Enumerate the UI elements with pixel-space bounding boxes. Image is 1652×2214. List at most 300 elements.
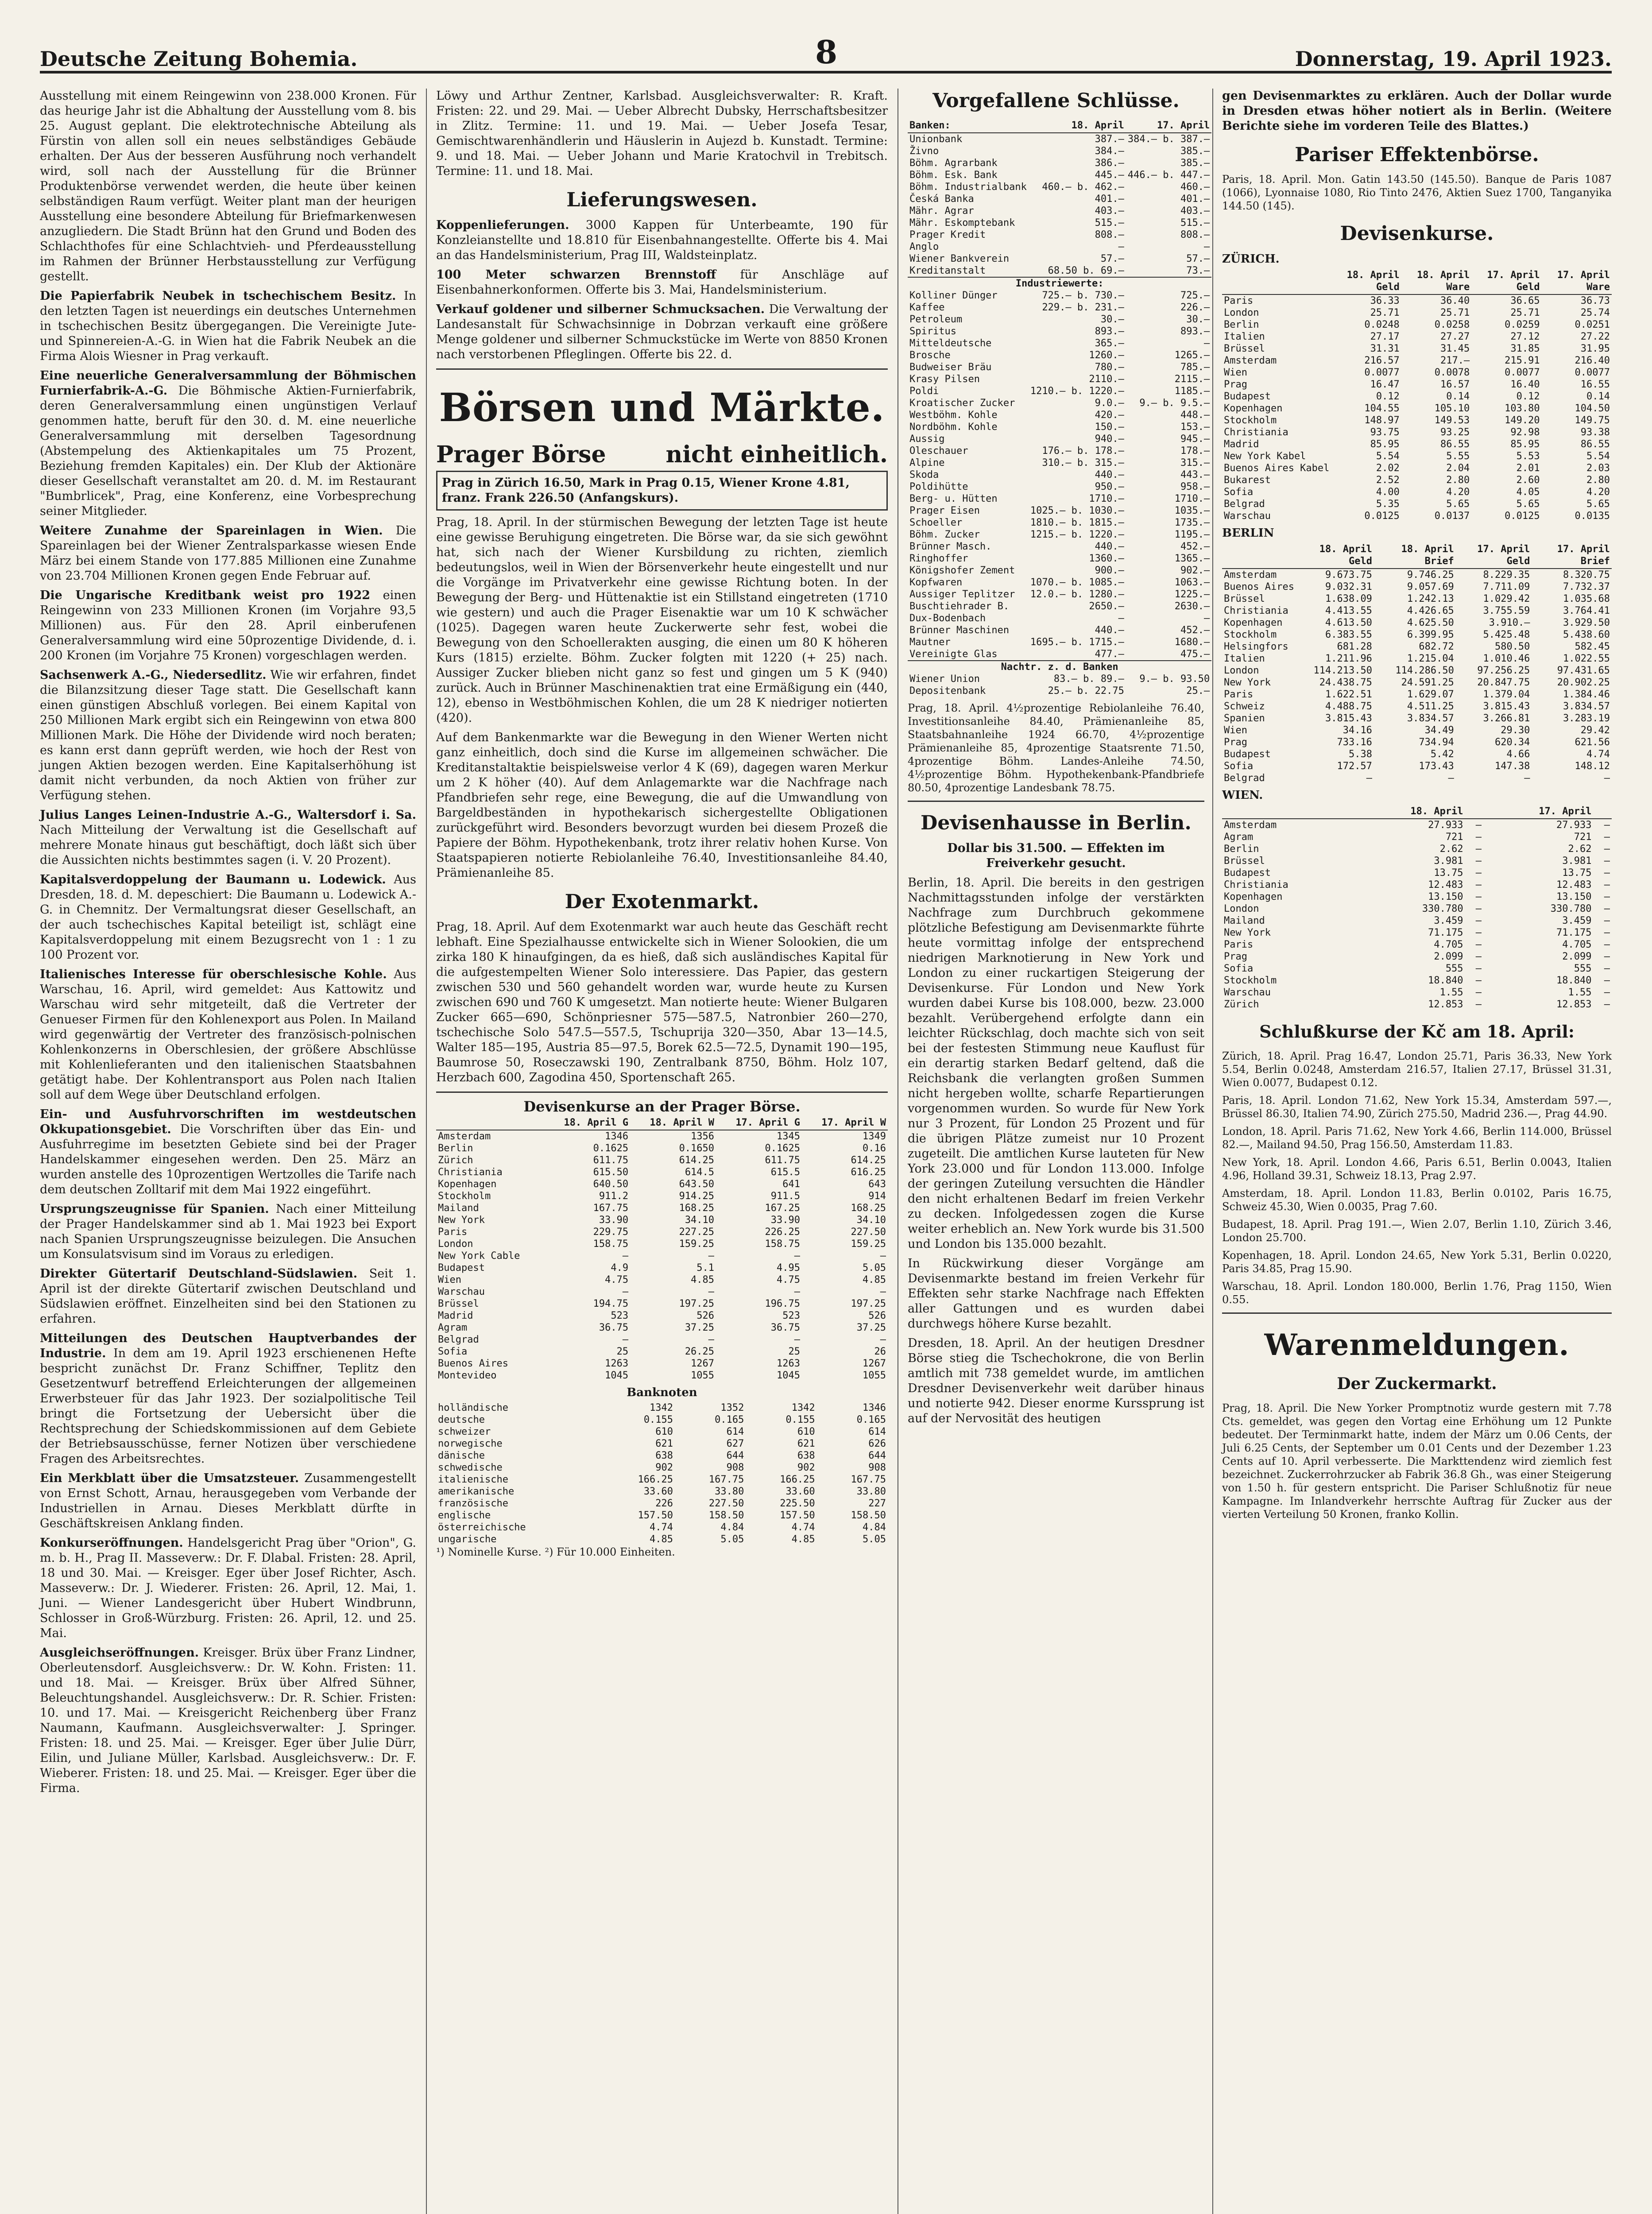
table-cell: Brüssel	[438, 1298, 479, 1309]
schlusskurs-entry: Amsterdam, 18. April. London 11.83, Berlin 0.0102, Paris 16.75, Schweiz 45.30, Wien 0.0035, Prag 7.60.	[1222, 1187, 1612, 1213]
table-cell: 159.25	[679, 1239, 715, 1250]
newspaper-name: Deutsche Zeitung Bohemia.	[40, 47, 358, 71]
table-cell: 1055	[691, 1370, 715, 1381]
table-row	[1222, 319, 1612, 331]
table-cell: 3.459	[1562, 915, 1592, 926]
table-row	[1222, 438, 1612, 450]
table-cell: 1349	[863, 1131, 886, 1142]
column-header: 18. April Brief	[1374, 542, 1456, 569]
column-4	[1222, 89, 1612, 2214]
table-cell: 3.981	[1562, 855, 1592, 867]
table-cell: 365.—	[1095, 338, 1124, 349]
table-cell: 176.— b. 178.—	[1042, 445, 1124, 457]
table-cell: 1.242.13	[1407, 593, 1454, 604]
wien-label: WIEN.	[1222, 789, 1263, 802]
article-lead: Eine neuerliche Generalversammlung der Böhmischen Furnierfabrik-A.-G.	[40, 369, 416, 398]
table-cell: Stockholm	[1224, 629, 1277, 640]
table-row	[908, 361, 1211, 373]
table-cell: 26.25	[685, 1346, 715, 1357]
article-lead: Konkurseröffnungen.	[40, 1536, 183, 1550]
lieferung-item	[436, 218, 888, 263]
table-cell: 5.65	[1586, 499, 1610, 510]
article-paragraph	[40, 523, 416, 584]
table-cell: Böhm. Zucker	[909, 529, 980, 540]
table-cell: 4.74	[650, 1522, 673, 1533]
table-cell: —	[1475, 820, 1482, 831]
table-cell: Berlin	[1224, 319, 1259, 330]
table-row	[908, 445, 1211, 457]
table-cell: Brünner Maschinen	[909, 625, 1010, 636]
table-cell: —	[1604, 773, 1610, 784]
table-cell: —	[1524, 773, 1530, 784]
table-cell: Amsterdam	[1224, 820, 1277, 831]
table-row	[1222, 987, 1612, 999]
table-cell: 12.483	[1556, 879, 1592, 890]
table-cell: 25.71	[1370, 307, 1400, 318]
table-cell: Prag	[1224, 379, 1247, 390]
table-row	[908, 229, 1211, 241]
table-row	[436, 1498, 888, 1510]
table-cell: Zürich	[1224, 999, 1259, 1010]
table-cell: 227	[868, 1498, 886, 1509]
table-cell: —	[708, 1250, 715, 1262]
article-body: Nach einer Mitteilung der Prager Handelskammer sind ab 1. Mai 1923 bei Export nach Spanien Ursprungszeugnisse beizulegen. Die Ansuchen um Konsulatsvisum sind im Voraus zu erledigen.	[40, 1202, 416, 1261]
table-cell: Madrid	[1224, 439, 1259, 450]
table-cell: Stockholm	[1224, 415, 1277, 426]
table-cell: 33.60	[785, 1486, 815, 1497]
table-cell: 5.54	[1376, 451, 1400, 462]
table-cell: 9.746.25	[1407, 569, 1454, 581]
table-cell: 384.—	[1095, 146, 1124, 157]
table-cell: 721	[1445, 832, 1463, 843]
table-cell: 1195.—	[1174, 529, 1210, 540]
table-cell: 215.91	[1505, 355, 1540, 366]
table-cell: —	[880, 1250, 886, 1262]
table-cell: 36.75	[770, 1322, 801, 1333]
table-cell: 4.00	[1376, 487, 1400, 498]
table-cell: —	[1604, 939, 1610, 950]
table-cell: —	[1475, 903, 1482, 914]
devisen-prag-title: Devisenkurse an der Prager Börse.	[523, 1098, 801, 1115]
table-cell: 403.—	[1180, 205, 1210, 217]
article-paragraph	[40, 668, 416, 803]
table-row	[1222, 975, 1612, 987]
table-cell: 0.165	[856, 1414, 886, 1425]
table-cell: —	[1604, 855, 1610, 867]
divider	[436, 1092, 888, 1093]
article-paragraph	[40, 368, 416, 519]
table-cell: 166.25	[638, 1474, 673, 1485]
page-number: 8	[815, 33, 838, 71]
table-cell: 1352	[720, 1402, 744, 1413]
table-cell: 4.74	[1586, 749, 1610, 760]
table-row	[1222, 701, 1612, 712]
table-row	[436, 1130, 888, 1142]
table-cell: 446.— b. 447.—	[1127, 170, 1210, 181]
table-cell: Poldihütte	[909, 481, 968, 492]
table-cell: 12.853	[1428, 999, 1463, 1010]
table-cell: Christiania	[1224, 879, 1288, 890]
table-cell: 5.05	[720, 1534, 744, 1545]
table-cell: 1710.—	[1089, 493, 1124, 504]
devisen-prag-table	[436, 1116, 888, 1382]
table-cell: Anglo	[909, 241, 939, 252]
table-cell: 31.31	[1370, 343, 1400, 354]
table-cell: 4.74	[791, 1522, 815, 1533]
table-cell: —	[794, 1286, 801, 1297]
table-cell: 167.75	[851, 1474, 886, 1485]
table-cell: 20.902.25	[1557, 677, 1610, 688]
table-cell: Bukarest	[1224, 475, 1271, 486]
table-cell: Paris	[1224, 295, 1254, 306]
table-cell: 197.25	[851, 1298, 886, 1309]
table-row	[436, 1486, 888, 1498]
table-cell: 5.65	[1446, 499, 1470, 510]
table-cell: 3.815.43	[1483, 701, 1530, 712]
table-cell: 166.25	[780, 1474, 815, 1485]
table-cell: 86.55	[1580, 439, 1610, 450]
table-cell: —	[1604, 975, 1610, 986]
table-cell: 1267	[863, 1358, 886, 1369]
table-cell: —	[708, 1286, 715, 1297]
table-row	[436, 1298, 888, 1310]
table-row	[908, 565, 1211, 577]
table-cell: 330.780	[1422, 903, 1463, 914]
masthead	[40, 31, 1612, 74]
table-cell: 25.— b. 22.75	[1048, 685, 1124, 697]
table-cell: 5.35	[1376, 499, 1400, 510]
table-row	[908, 337, 1211, 349]
table-cell: Sofia	[1224, 487, 1254, 498]
table-cell: 25.74	[1580, 307, 1610, 318]
table-row	[436, 1286, 888, 1298]
table-cell: 1267	[691, 1358, 715, 1369]
table-header-row	[1222, 805, 1612, 819]
table-cell: 0.0125	[1505, 511, 1540, 522]
table-row	[436, 1426, 888, 1438]
boerse-subtitle-left: Prager Börse	[436, 441, 606, 468]
table-cell: 4.84	[863, 1522, 886, 1533]
table-cell: —	[794, 1334, 801, 1345]
table-cell: 4.20	[1586, 487, 1610, 498]
table-row	[1222, 331, 1612, 343]
column-rule	[426, 89, 427, 2214]
table-cell: 71.175	[1556, 927, 1592, 938]
table-row	[908, 457, 1211, 469]
table-cell: Skoda	[909, 469, 939, 480]
table-row	[1222, 486, 1612, 498]
table-cell: Nordböhm. Kohle	[909, 422, 998, 433]
divider	[1222, 1312, 1612, 1314]
table-cell: 2.52	[1376, 475, 1400, 486]
schluesse-table	[908, 119, 1211, 697]
table-cell: 13.75	[1562, 867, 1592, 879]
group-label: Nachtr. z. d. Banken	[908, 661, 1211, 673]
table-row	[436, 1346, 888, 1358]
table-cell: 2.80	[1446, 475, 1470, 486]
table-cell: —	[622, 1286, 629, 1297]
article-paragraph	[40, 1107, 416, 1197]
table-cell: 229.75	[593, 1227, 629, 1238]
table-cell: 908	[868, 1462, 886, 1473]
table-cell: Kaffee	[909, 302, 945, 313]
column-header	[1222, 268, 1331, 294]
table-cell: 4.413.55	[1325, 605, 1372, 616]
group-row	[908, 661, 1211, 673]
table-cell: 1063.—	[1174, 577, 1210, 588]
table-cell: 34.10	[856, 1215, 886, 1226]
table-row	[908, 217, 1211, 229]
article-paragraph	[40, 1536, 416, 1641]
table-cell: —	[794, 1250, 801, 1262]
table-row	[908, 673, 1211, 685]
table-cell: —	[1604, 927, 1610, 938]
table-cell: norwegische	[438, 1438, 503, 1449]
column-1	[40, 89, 416, 2214]
table-cell: 440.—	[1095, 541, 1124, 552]
column-header: 18. April Ware	[1401, 268, 1471, 294]
table-row	[908, 553, 1211, 565]
table-cell: Sofia	[1224, 963, 1254, 974]
column-header	[436, 1116, 544, 1130]
table-row	[436, 1142, 888, 1154]
table-cell: 8.229.35	[1483, 569, 1530, 581]
table-row	[1222, 426, 1612, 438]
table-cell: 0.12	[1516, 391, 1540, 402]
table-cell: 36.65	[1510, 295, 1540, 306]
table-cell: 12.483	[1428, 879, 1463, 890]
table-cell: Spiritus	[909, 326, 956, 337]
prager-boerse-heading	[436, 441, 888, 469]
table-cell: Ringhoffer	[909, 553, 968, 564]
table-cell: 614.5	[685, 1167, 715, 1178]
table-cell: 4.705	[1562, 939, 1592, 950]
table-cell: 950.—	[1095, 481, 1124, 492]
table-cell: 9.673.75	[1325, 569, 1372, 581]
table-cell: Montevideo	[438, 1370, 497, 1381]
article-text: Löwy und Arthur Zentner, Karlsbad. Ausgleichsverwalter: R. Kraft. Fristen: 22. und 29. Mai. — Ueber Albrecht Dubsky, Herrschaftsbesitzer in Zlitz. Termine: 11. und 19. Mai. — Ueber Josefa Tesar, Gemischtwarenhändlerin und Häuslerin in Aujezd b. Kunstadt. Termine: 9. und 18. Mai. — Ueber Johann und Marie Kratochvil in Trebitsch. Termine: 11. und 18. Mai.	[436, 89, 888, 178]
table-cell: —	[1475, 987, 1482, 998]
table-cell: 310.— b. 315.—	[1042, 457, 1124, 468]
section-title-boersen: Börsen und Märkte.	[439, 384, 885, 430]
section-title-schlusskurse: Schlußkurse der Kč am 18. April:	[1259, 1022, 1575, 1041]
table-row	[1222, 379, 1612, 391]
table-row	[1222, 414, 1612, 426]
table-cell: 644	[726, 1450, 744, 1461]
table-cell: 168.25	[679, 1203, 715, 1214]
table-cell: 30.—	[1100, 314, 1124, 325]
table-cell: ungarische	[438, 1534, 497, 1545]
table-cell: —	[1475, 915, 1482, 926]
article-lead: Ausgleichseröffnungen.	[40, 1646, 199, 1660]
table-cell: 0.165	[715, 1414, 744, 1425]
table-cell: 4.85	[691, 1274, 715, 1285]
table-cell: Kopenhagen	[438, 1179, 497, 1190]
table-cell: New York Cable	[438, 1250, 520, 1262]
table-cell: 616.25	[851, 1167, 886, 1178]
table-cell: 68.50 b. 69.—	[1048, 265, 1124, 276]
pariser-text: Paris, 18. April. Mon. Gatin 143.50 (145.50). Banque de Paris 1087 (1066), Lyonnaise 1080, Rio Tinto 2476, Aktien Suez 1700, Tanganyika 144.50 (145).	[1222, 173, 1612, 212]
table-cell: —	[1604, 891, 1610, 902]
article-lead: Mitteilungen des Deutschen Hauptverbandes der Industrie.	[40, 1331, 416, 1360]
table-cell: London	[438, 1239, 473, 1250]
table-cell: 9.— b. 93.50	[1139, 673, 1210, 685]
table-cell: 1263	[777, 1358, 801, 1369]
table-row	[1222, 355, 1612, 367]
table-cell: 33.90	[770, 1215, 801, 1226]
table-cell: 148.12	[1575, 761, 1610, 772]
table-cell: 227.50	[851, 1227, 886, 1238]
table-cell: 1.035.68	[1563, 593, 1610, 604]
table-cell: 27.27	[1440, 331, 1470, 342]
table-header-row	[1222, 268, 1612, 294]
table-cell: 2.04	[1446, 463, 1470, 474]
table-cell: 36.75	[599, 1322, 629, 1333]
table-cell: 621.56	[1575, 737, 1610, 748]
table-cell: 158.50	[708, 1510, 744, 1521]
table-row	[908, 433, 1211, 445]
table-row	[908, 577, 1211, 588]
schlusskurse-list	[1222, 1049, 1612, 1306]
table-cell: 73.—	[1186, 265, 1210, 276]
table-cell: 1.629.07	[1407, 689, 1454, 700]
hausse-paragraph: Dresden, 18. April. An der heutigen Dresdner Börse stieg die Tschechokrone, die von Berlin amtlich mit 738 gemeldet wurde, im amtlichen Dresdner Devisenverkehr weit darüber hinaus und notierte 942. Dieser enorme Kurssprung ist auf der Nervosität des heutigen	[908, 1336, 1204, 1425]
table-cell: Budapest	[1224, 867, 1271, 879]
table-cell: 31.45	[1440, 343, 1470, 354]
table-cell: 3.910.—	[1489, 617, 1530, 628]
banknoten-label: Banknoten	[627, 1386, 697, 1399]
table-cell: 105.10	[1434, 403, 1470, 414]
table-cell: New York	[438, 1215, 485, 1226]
table-cell: Budweiser Bräu	[909, 362, 992, 373]
table-cell: 3.815.43	[1325, 713, 1372, 724]
table-cell: Kopenhagen	[1224, 617, 1283, 628]
article-paragraph	[40, 967, 416, 1103]
table-row	[908, 373, 1211, 385]
table-cell: 34.10	[685, 1215, 715, 1226]
table-row	[908, 624, 1211, 636]
table-cell: 31.95	[1580, 343, 1610, 354]
table-cell: 149.75	[1575, 415, 1610, 426]
table-cell: Brüssel	[1224, 593, 1265, 604]
table-cell: 555	[1574, 963, 1592, 974]
devisenhausse-report	[908, 875, 1204, 1426]
table-cell: 2.099	[1562, 951, 1592, 962]
column-header	[1465, 805, 1483, 819]
table-cell: 217.—	[1440, 355, 1470, 366]
table-cell: 902.—	[1180, 565, 1210, 576]
table-row	[1222, 677, 1612, 689]
table-cell: 615.50	[593, 1167, 629, 1178]
table-cell: 3.283.19	[1563, 713, 1610, 724]
boerse-subtitle-right: nicht einheitlich.	[665, 441, 888, 468]
table-cell: 515.—	[1095, 217, 1124, 228]
table-cell: 401.—	[1095, 194, 1124, 205]
table-cell: Paris	[1224, 939, 1254, 950]
table-row	[908, 385, 1211, 397]
table-row	[908, 397, 1211, 409]
table-cell: 226.—	[1180, 302, 1210, 313]
table-cell: französische	[438, 1498, 508, 1509]
table-row	[908, 541, 1211, 553]
table-cell: 582.45	[1575, 641, 1610, 652]
table-cell: 420.—	[1095, 410, 1124, 421]
table-cell: 445.—	[1095, 170, 1124, 181]
table-row	[436, 1238, 888, 1250]
group-row	[908, 277, 1211, 290]
table-row	[908, 588, 1211, 600]
column-header: 18. April Geld	[1331, 268, 1401, 294]
table-cell: 0.1625	[593, 1143, 629, 1154]
table-cell: 1.638.09	[1325, 593, 1372, 604]
table-cell: 4.613.50	[1325, 617, 1372, 628]
table-cell: 33.60	[643, 1486, 673, 1497]
table-cell: 1.379.04	[1483, 689, 1530, 700]
table-cell: London	[1224, 665, 1259, 676]
table-cell: Amsterdam	[1224, 355, 1277, 366]
table-cell: 86.55	[1440, 439, 1470, 450]
table-cell: Belgrad	[1224, 773, 1265, 784]
table-cell: 167.75	[593, 1203, 629, 1214]
table-cell: 681.28	[1337, 641, 1372, 652]
table-cell: —	[708, 1334, 715, 1345]
table-row	[1222, 617, 1612, 629]
table-cell: 0.14	[1446, 391, 1470, 402]
column-header: 17. April Brief	[1532, 542, 1612, 569]
table-cell: Mitteldeutsche	[909, 338, 992, 349]
table-cell: Unionbank	[909, 134, 963, 145]
table-cell: 4.625.50	[1407, 617, 1454, 628]
table-cell: Brosche	[909, 350, 951, 361]
table-cell: Helsingfors	[1224, 641, 1288, 652]
table-cell: —	[1604, 867, 1610, 879]
table-cell: 614	[868, 1426, 886, 1437]
table-cell: 4.85	[650, 1534, 673, 1545]
table-cell: 3.764.41	[1563, 605, 1610, 616]
table-cell: 33.80	[715, 1486, 744, 1497]
boersen-paragraph: Auf dem Bankenmarkte war die Bewegung in den Wiener Werten nicht ganz einheitlich, doch sind die Kurse im allgemeinen schwächer. Die Kreditanstaltaktie beispielsweise verlor 4 K (69), dagegen waren Merkur um 2 K höher (40). Auf dem Anlagemarkte war die Nachfrage nach Pfandbriefen sehr rege, eine Bewegung, die auf die Umwandlung von Bargeldbeständen in hypothekarisch sichergestellte Obligationen zurückgeführt wird. Besonders bevorzugt wurden bei diesem Prozeß die Papiere der Böhm. Hypothekenbank, trotz ihrer relativ hohen Kurse. Von Staatspapieren notierte Rebiolanleihe 76.40, Investitionsanleihe 84.40, Prämienanleihe 85.	[436, 731, 888, 880]
table-cell: London	[1224, 903, 1259, 914]
zurich-label: ZÜRICH.	[1222, 252, 1280, 266]
table-cell: 159.25	[851, 1239, 886, 1250]
table-row	[1222, 498, 1612, 510]
table-cell: 7.711.09	[1483, 581, 1530, 592]
article-lead: Ein- und Ausfuhrvorschriften im westdeutschen Okkupationsgebiet.	[40, 1107, 416, 1136]
table-row	[1222, 605, 1612, 617]
table-cell: 725.— b. 730.—	[1042, 290, 1124, 301]
table-cell: 5.55	[1446, 451, 1470, 462]
table-cell: Paris	[438, 1227, 468, 1238]
table-cell: 900.—	[1095, 565, 1124, 576]
table-cell: holländische	[438, 1402, 508, 1413]
table-row	[1222, 724, 1612, 736]
article-lead: Die Ungarische Kreditbank weist pro 1922	[40, 588, 371, 602]
table-row	[1222, 772, 1612, 784]
table-cell: 460.—	[1180, 182, 1210, 193]
table-cell: 638	[797, 1450, 815, 1461]
table-cell: —	[1475, 963, 1482, 974]
schlusskurs-entry: Zürich, 18. April. Prag 16.47, London 25.71, Paris 36.33, New York 5.54, Berlin 0.0248, Amsterdam 216.57, Italien 27.17, Brüssel 31.31, Wien 0.0077, Budapest 0.12.	[1222, 1050, 1612, 1089]
table-cell: London	[1224, 307, 1259, 318]
table-cell: amerikanische	[438, 1486, 515, 1497]
table-row	[908, 349, 1211, 361]
table-cell: 1695.— b. 1715.—	[1030, 637, 1124, 648]
table-cell: 1035.—	[1174, 505, 1210, 516]
section-title-schluesse: Vorgefallene Schlüsse.	[932, 89, 1180, 112]
table-cell: 93.25	[1440, 427, 1470, 438]
table-cell: 958.—	[1180, 481, 1210, 492]
table-footnote: ¹) Nominelle Kurse. ²) Für 10.000 Einheiten.	[436, 1546, 675, 1558]
